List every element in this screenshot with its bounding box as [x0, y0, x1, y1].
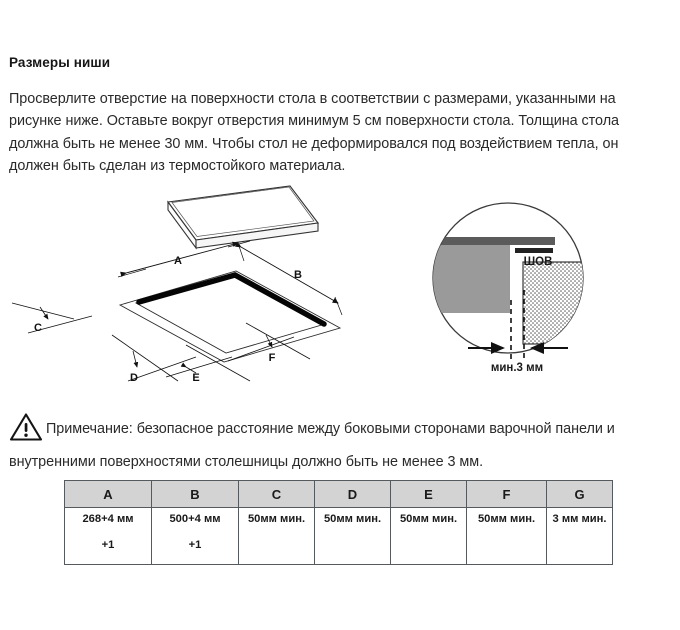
table-cell-d-value: 50мм мин.	[323, 513, 382, 525]
table-header-e: E	[391, 481, 467, 508]
detail-circle	[425, 203, 587, 374]
table-cell-e-value: 50мм мин.	[399, 513, 458, 525]
countertop-cutout-isometric	[12, 241, 342, 384]
dimension-label-b: B	[294, 269, 302, 281]
table-header-d: D	[315, 481, 391, 508]
table-cell-f	[467, 508, 547, 565]
dimension-label-c: C	[34, 322, 42, 334]
table-cell-c	[239, 508, 315, 565]
dimension-d	[112, 335, 196, 381]
table-cell-a-sub: +1	[101, 539, 115, 551]
table-header-b: B	[152, 481, 239, 508]
table-cell-f-value: 50мм мин.	[477, 513, 536, 525]
table-cell-b	[152, 508, 239, 565]
table-cell-g	[547, 508, 613, 565]
table-cell-d	[315, 508, 391, 565]
intro-paragraph: Просверлите отверстие на поверхности стола в соответствии с размерами, указанными на рисунке ниже. Оставьте вокруг отверстия минимум 5 см поверхности стола. Толщина стола должна быть не менее 30 мм. Чтобы стол не деформировался под воздействием тепла, он должен быть сделан из термостойкого материала.	[9, 91, 619, 175]
dimension-label-e: E	[192, 372, 200, 384]
table-cell-e	[391, 508, 467, 565]
installation-diagram	[0, 185, 680, 400]
dimension-a	[118, 241, 250, 277]
table-header-row	[65, 481, 613, 508]
table-cell-g-value: 3 мм мин.	[552, 513, 607, 525]
seam-label: ШОВ	[523, 256, 553, 268]
table-cell-b-sub: +1	[188, 539, 202, 551]
dimension-label-a: A	[174, 255, 182, 267]
dimension-label-f: F	[268, 352, 276, 364]
table-header-f: F	[467, 481, 547, 508]
min-gap-label: мин.3 мм	[490, 362, 544, 374]
warning-triangle-icon	[9, 412, 43, 450]
safety-note	[9, 412, 674, 474]
table-header-c: C	[239, 481, 315, 508]
table-header-g: G	[547, 481, 613, 508]
cutout-thick-edge	[139, 275, 324, 324]
table-cell-b-value: 500+4 мм	[169, 513, 221, 525]
page-title: Размеры ниши	[9, 55, 111, 70]
table-cell-a-value: 268+4 мм	[82, 513, 134, 525]
table-cell-c-value: 50мм мин.	[247, 513, 306, 525]
table-header-a: A	[65, 481, 152, 508]
table-row	[65, 508, 613, 565]
table-cell-a	[65, 508, 152, 565]
hob-isometric	[168, 186, 318, 248]
safety-note-text: Примечание: безопасное расстояние между боковыми сторонами варочной панели и внутренними поверхностями столешницы должно быть не менее 3 мм.	[9, 421, 615, 470]
dimensions-table	[64, 480, 613, 565]
dimension-c	[12, 303, 92, 333]
dimension-label-d: D	[130, 372, 138, 384]
